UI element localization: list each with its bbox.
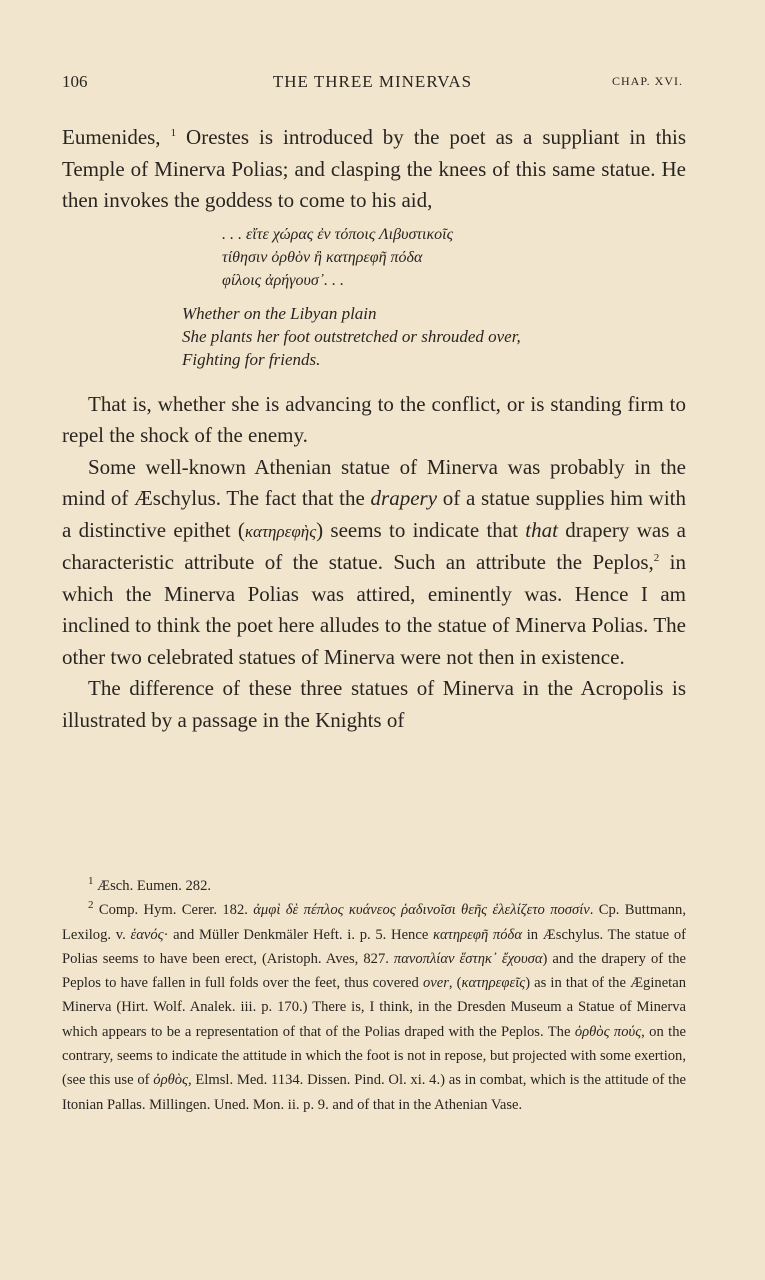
greek-line: . . . εἴτε χώρας ἐν τόποις Λιβυστικοῖς: [222, 225, 454, 243]
translation-verse: [182, 302, 686, 371]
text-run: in which the Minerva Polias was attired, eminently was. Hence I am inclined to think the poet here alludes to the statue of Minerva Polias. The other two celebrated statues of Minerva were not then in existence.: [62, 550, 687, 669]
italic-that: that: [525, 517, 558, 542]
footnote-2: [62, 898, 686, 1117]
verse-line: Whether on the Libyan plain: [182, 303, 377, 323]
text-run: . Cp. Buttmann, Lexilog. v.: [62, 902, 686, 943]
chapter-label: CHAP. XVI.: [611, 74, 683, 88]
footnote-1: [62, 874, 686, 898]
text-run: Some well-known Athenian statue of Minerva was probably in the mind of Æschylus. The fact that the: [62, 454, 686, 510]
text-run: ) and the drapery of the Peplos to have fallen in full folds over the feet, thus covered: [62, 950, 686, 992]
greek-quote: ἀμφὶ δὲ πέπλος κυάνεος ῥαδινοῖσι θεῆς ἐλελίζετο ποσσίν: [253, 902, 590, 919]
footnote-mark: 2: [88, 899, 94, 912]
footnotes: [62, 874, 686, 1117]
text-run: of a statue supplies him with a distinctive epithet (: [62, 486, 687, 542]
page-number: 106: [62, 72, 88, 91]
paragraph-2: That is, whether she is advancing to the conflict, or is standing firm to repel the shock of the enemy.: [62, 391, 686, 447]
paragraph-1: [62, 122, 686, 217]
running-title: THE THREE MINERVAS: [272, 72, 473, 91]
verse-line: Fighting for friends.: [182, 349, 321, 369]
verse-line: She plants her foot outstretched or shrouded over,: [182, 326, 521, 346]
italic-over: over: [422, 975, 449, 992]
text-run: , Elmsl. Med. 1134. Dissen. Pind. Ol. xi. 4.) as in combat, which is the attitude of the Itonian Pallas. Millingen. Uned. Mon. ii. p. 9. and of that in the Athenian Vase.: [62, 1072, 686, 1113]
greek-word: κατηρεφεῖς: [461, 975, 526, 992]
text-run: , (: [448, 975, 462, 992]
text-run: Comp. Hym. Cerer. 182.: [93, 902, 254, 919]
greek-word: ἑανός: [130, 926, 164, 943]
greek-line: φίλοις ἀρήγουσ᾽. . .: [222, 271, 345, 289]
footnote-mark: 1: [88, 875, 94, 888]
greek-word: κατηρεφῆ πόδα: [433, 926, 522, 943]
greek-word: ὀρθὸς πούς: [574, 1023, 642, 1040]
footnote-ref-1[interactable]: 1: [170, 127, 177, 139]
main-text: [62, 122, 686, 736]
running-header: [62, 72, 683, 98]
text-run: · and Müller Denkmäler Heft. i. p. 5. Hence: [163, 926, 434, 943]
text-run: Eumenides,: [62, 125, 161, 149]
text-run: drapery was a characteristic attribute of the statue. Such an attribute the Peplos,: [62, 517, 687, 574]
greek-word: κατηρεφὴς: [244, 521, 317, 541]
text-run: ) seems to indicate that: [316, 517, 526, 542]
footnote-ref-2[interactable]: 2: [653, 552, 660, 564]
text-run: , on the contrary, seems to indicate the attitude in which the foot is not in repose, but projected with some exertion, (see this use of: [62, 1023, 686, 1089]
text-run: Orestes is introduced by the poet as a suppliant in this Temple of Minerva Polias; and clasping the knees of this same statue. He then invokes the goddess to come to his aid,: [62, 125, 687, 212]
greek-quotation: [222, 223, 686, 292]
paragraph-4: The difference of these three statues of Minerva in the Acropolis is illustrated by a passage in the Knights of: [62, 676, 686, 732]
greek-line: τίθησιν ὀρθὸν ἢ κατηρεφῆ πόδα: [222, 248, 423, 266]
greek-word: ὀρθὸς: [153, 1072, 188, 1089]
text-run: Æsch. Eumen. 282.: [93, 878, 212, 894]
greek-quote: πανοπλίαν ἕστηκ᾽ ἔχουσα: [393, 950, 543, 967]
text-run: ) as in that of the Æginetan Minerva (Hirt. Wolf. Analek. iii. p. 170.) There is, I think, in the Dresden Museum a Statue of Minerva which appears to be a representation of that of the Polias draped with the Peplos. The: [62, 975, 686, 1040]
italic-drapery: drapery: [370, 486, 438, 510]
text-run: in Æschylus. The statue of Polias seems to have been erect, (Aristoph. Aves, 827.: [62, 926, 686, 967]
paragraph-3: [62, 452, 686, 674]
